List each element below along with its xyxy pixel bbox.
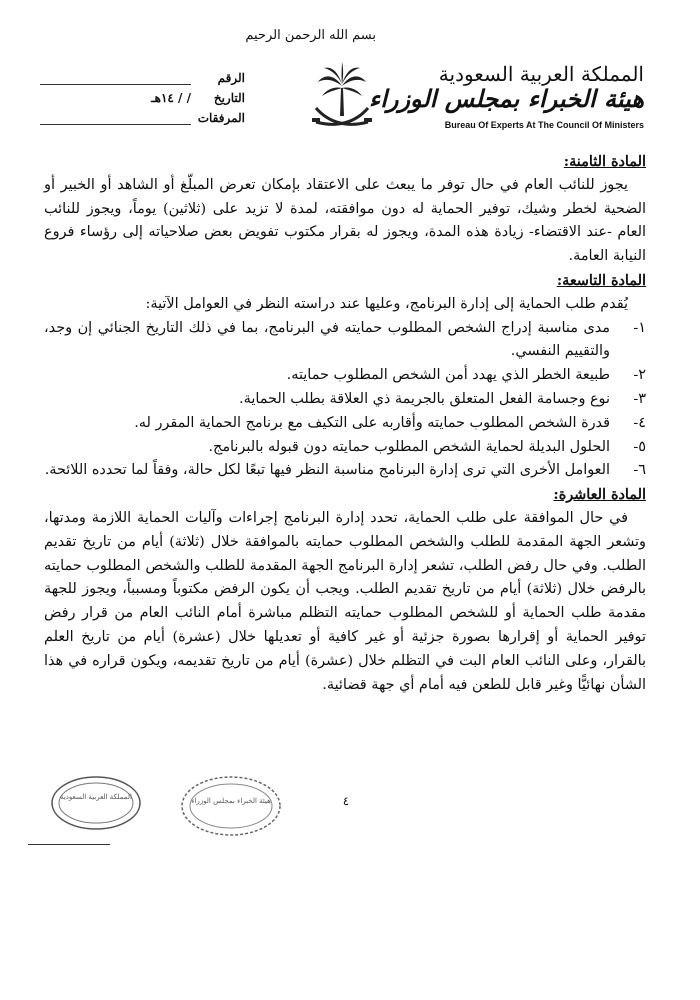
official-seal-1 — [50, 775, 142, 831]
basmala: بسم الله الرحمن الرحيم — [245, 28, 376, 43]
list-item — [44, 364, 646, 388]
date-label: التاريخ — [213, 91, 245, 105]
list-item-number: ٣- — [633, 390, 646, 407]
date-row — [40, 88, 245, 108]
article-8-title: المادة الثامنة: — [563, 153, 646, 170]
attachments-line — [40, 112, 191, 125]
page-number: ٤ — [342, 794, 350, 808]
seal-2-text: هيئة الخبراء بمجلس الوزراء — [191, 797, 271, 805]
list-item-text: العوامل الأخرى التي ترى إدارة البرنامج مناسبة النظر فيها تبعًا لكل حالة، وفقاً لما تحدده اللائحة. — [44, 462, 610, 479]
saudi-emblem-icon — [310, 60, 374, 136]
org-name-arabic: المملكة العربية السعودية — [438, 62, 644, 86]
article-8-text: يجوز للنائب العام في حال توفر ما يبعث على الاعتقاد بإمكان تعرض المبلّغ أو الشاهد أو الخبير أو الضحية لخطر وشيك، توفير الحماية له دون موافقته، لمدة لا تزيد على (ثلاثين) يوماً، ويجوز للنائب العام -عند الاقتضاء- زيادة هذه المدة، ويجوز له بقرار مكتوب تفويض بعض صلاحياته إلى رؤساء فروع النيابة العامة. — [44, 176, 646, 265]
list-item-number: ١- — [633, 319, 646, 336]
article-9-factors-list — [44, 317, 646, 484]
attachments-row — [40, 108, 245, 128]
seal-icon — [180, 775, 282, 837]
list-item — [44, 317, 646, 365]
seal-icon — [50, 775, 142, 831]
list-item-text: نوع وجسامة الفعل المتعلق بالجريمة ذي العلاقة بطلب الحماية. — [239, 390, 610, 407]
org-body-arabic: هيئة الخبراء بمجلس الوزراء — [368, 84, 644, 113]
official-seal-2 — [180, 775, 282, 837]
list-item — [44, 459, 646, 483]
article-10-title: المادة العاشرة: — [553, 486, 646, 504]
reference-fields — [40, 68, 245, 128]
attachments-label: المرفقات — [197, 111, 245, 125]
list-item-text: مدى مناسبة إدراج الشخص المطلوب حمايته في البرنامج، بما في ذلك التاريخ الجنائي إن وجد، والتقييم النفسي. — [44, 319, 610, 360]
list-item-text: قدرة الشخص المطلوب حمايته وأقاربه على التكيف مع برنامج الحماية المقرر له. — [134, 414, 610, 431]
article-9-title: المادة التاسعة: — [556, 271, 646, 289]
ref-number-row — [40, 68, 245, 88]
list-item — [44, 436, 646, 460]
footer-divider — [28, 844, 110, 845]
list-item-number: ٢- — [633, 367, 646, 384]
list-item-text: الحلول البديلة لحماية الشخص المطلوب حمايته دون قبوله بالبرنامج. — [208, 438, 610, 455]
seal-1-text: المملكة العربية السعودية — [60, 793, 132, 801]
org-name-english: Bureau Of Experts At The Council Of Ministers — [444, 120, 644, 130]
document-body — [44, 150, 646, 697]
article-10-text: في حال الموافقة على طلب الحماية، تحدد إدارة البرنامج إجراءات وآليات الحماية اللازمة ومدتها، وتشعر الجهة المقدمة للطلب والشخص المطلوب حمايته بالموافقة خلال (ثلاثة) أيام من تاريخ تقديم الطلب. وفي حال رفض الطلب، تشعر إدارة البرنامج الجهة المقدمة للطلب والشخص المطلوب حمايته بالرفض خلال (ثلاثة) أيام من تاريخ تقديم الطلب. ويجب أن يكون الرفض مكتوباً ومسبباً، ويجوز للجهة مقدمة طلب الحماية أو للشخص المطلوب حمايته التظلم مباشرة أمام النائب العام من قرار رفض توفير الحماية أو إقرارها بصورة جزئية أو غير كافية أو تعديلها خلال (عشرة) أيام من تاريخ العلم بالقرار، وعلى النائب العام البت في التظلم خلال (عشرة) أيام من تاريخ تقديمه، ويكون قراره في هذا الشأن نهائيًّا وغير قابل للطعن فيه أمام أي جهة قضائية. — [44, 509, 646, 693]
list-item — [44, 388, 646, 412]
list-item-number: ٦- — [633, 462, 646, 479]
list-item — [44, 412, 646, 436]
date-value: / / ١٤هـ — [151, 91, 191, 105]
list-item-number: ٤- — [633, 414, 646, 431]
list-item-text: طبيعة الخطر الذي يهدد أمن الشخص المطلوب حمايته. — [286, 367, 610, 384]
list-item-number: ٥- — [633, 438, 646, 455]
letterhead — [0, 0, 700, 140]
ref-number-line — [40, 72, 191, 85]
ref-number-label: الرقم — [217, 71, 245, 85]
article-9-intro: يُقدم طلب الحماية إلى إدارة البرنامج، وعليها عند دراسته النظر في العوامل الآتية: — [145, 295, 628, 312]
